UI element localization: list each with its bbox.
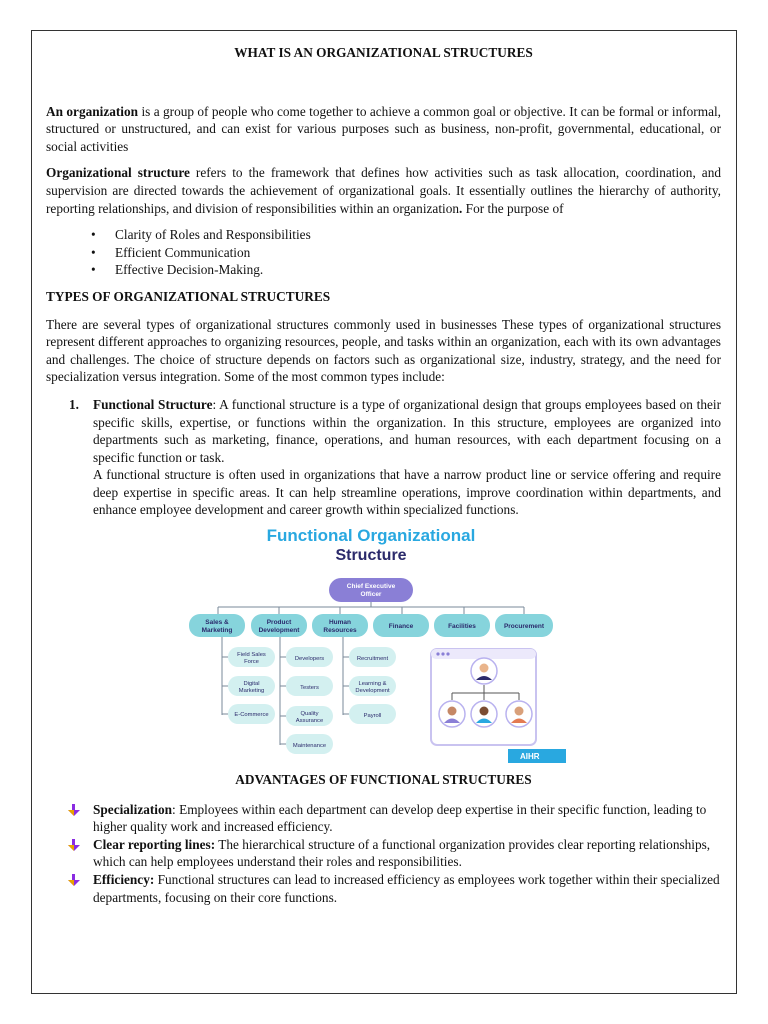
dept-label: Human <box>328 619 352 627</box>
types-heading: TYPES OF ORGANIZATIONAL STRUCTURES <box>46 288 331 304</box>
structure-text: refers to the framework that defines how activities such as task allocation, coordination, and supervision are directed towards the achievement of organizational goals. It essentially outlines the hierarchy of authority, reporting relationships, and division of responsibilities within an organization <box>46 165 721 216</box>
item-number: 1. <box>69 396 79 412</box>
dept-label: Product <box>266 619 292 627</box>
structure-period: . <box>459 200 463 216</box>
purpose-list <box>46 226 721 279</box>
advantage-term: Clear reporting lines: <box>93 836 216 852</box>
advantage-text: : Employees within each department can develop deep expertise in their specific function, leading to higher quality work and increased efficiency. <box>93 801 707 835</box>
purpose-item: • Clarity of Roles and Responsibilities <box>91 226 721 244</box>
sub-label: Maintenance <box>292 743 327 750</box>
sub-label: Quality <box>300 711 319 718</box>
purpose-item: • Effective Decision-Making. <box>91 261 721 279</box>
ceo-label-2: Officer <box>360 591 382 599</box>
functional-structure-item <box>46 396 721 519</box>
structure-tail: For the purpose of <box>462 200 564 216</box>
team-illustration <box>431 649 536 745</box>
document-title: WHAT IS AN ORGANIZATIONAL STRUCTURES <box>234 45 533 60</box>
functional-text-1: : A functional structure is a type of organizational design that groups employees based on their specific skills, expertise, or functions within the organization. In this structure, employees are organized into departments such as marketing, finance, operations, and human resources, with each department focusing on a specific function or task. <box>93 396 721 465</box>
advantage-item <box>46 871 721 906</box>
dept-label: Resources <box>323 627 357 635</box>
ceo-label-1: Chief Executive <box>346 583 396 591</box>
advantage-term: Efficiency: <box>93 872 155 888</box>
dept-label: Procurement <box>503 623 545 631</box>
sub-label: Testers <box>300 685 319 692</box>
dept-label: Development <box>258 627 300 635</box>
chart-title-line1: Functional Organizational <box>266 526 476 546</box>
arrow-bullet-icon <box>68 874 80 886</box>
advantage-term: Specialization <box>93 801 173 817</box>
sub-label: Field Sales <box>237 652 266 659</box>
ceo-node <box>329 578 413 602</box>
arrow-bullet-icon <box>68 804 80 816</box>
advantage-item <box>46 836 721 871</box>
types-list <box>46 396 721 519</box>
dept-label: Marketing <box>201 627 233 635</box>
functional-text-2: A functional structure is often used in organizations that have a narrow product line or service offering and require deep expertise in specific areas. It can help streamline operations, improve coordination within departments, and enhance employee development and career growth within specialized functions. <box>93 467 721 518</box>
logo-text: AIHR <box>520 752 540 762</box>
sub-label: Payroll <box>363 713 382 720</box>
sub-label: Development <box>355 688 390 695</box>
advantages-list <box>46 801 721 907</box>
structure-term: Organizational structure <box>46 165 190 181</box>
organization-term: An organization <box>46 103 139 119</box>
sub-label: E-Commerce <box>234 712 269 719</box>
arrow-bullet-icon <box>68 839 80 851</box>
advantages-heading: ADVANTAGES OF FUNCTIONAL STRUCTURES <box>235 772 532 788</box>
organization-definition <box>46 103 721 156</box>
functional-term: Functional Structure <box>93 396 213 412</box>
org-chart <box>176 523 566 765</box>
sub-label: Marketing <box>238 688 265 695</box>
sub-label: Recruitment <box>356 656 389 663</box>
dept-label: Sales & <box>205 619 229 627</box>
sub-label: Developers <box>294 656 325 663</box>
advantage-text: Functional structures can lead to increased efficiency as employees work together within their specialized departments, focusing on their core functions. <box>93 872 720 905</box>
types-intro: There are several types of organizational structures commonly used in businesses These types of organizational structures represent different approaches to organizing resources, people, and tasks within an organization, each with its own advantages and challenges. The choice of structure depends on factors such as organizational size, industry, strategy, and the need for specialization versus integration. Some of the most common types include: <box>46 316 721 385</box>
sub-label: Learning & <box>358 681 387 688</box>
purpose-item: • Efficient Communication <box>91 244 721 262</box>
dept-label: Finance <box>388 623 414 631</box>
chart-title-line2: Structure <box>335 547 407 565</box>
document-body <box>46 44 721 906</box>
sub-label: Digital <box>243 681 260 688</box>
structure-definition <box>46 164 721 217</box>
functional-org-chart-figure <box>176 523 566 765</box>
organization-text: is a group of people who come together to achieve a common goal or objective. It can be formal or informal, structured or unstructured, and can exist for various purposes such as business, non-profit, governmental, educational, or social activities <box>46 103 721 154</box>
dept-label: Facilities <box>448 623 476 631</box>
sub-label: Force <box>244 659 259 666</box>
advantage-item <box>46 801 721 836</box>
sub-label: Assurance <box>295 718 324 725</box>
advantage-text: The hierarchical structure of a functional organization provides clear reporting relationships, which can help employees understand their roles and responsibilities. <box>93 836 711 870</box>
